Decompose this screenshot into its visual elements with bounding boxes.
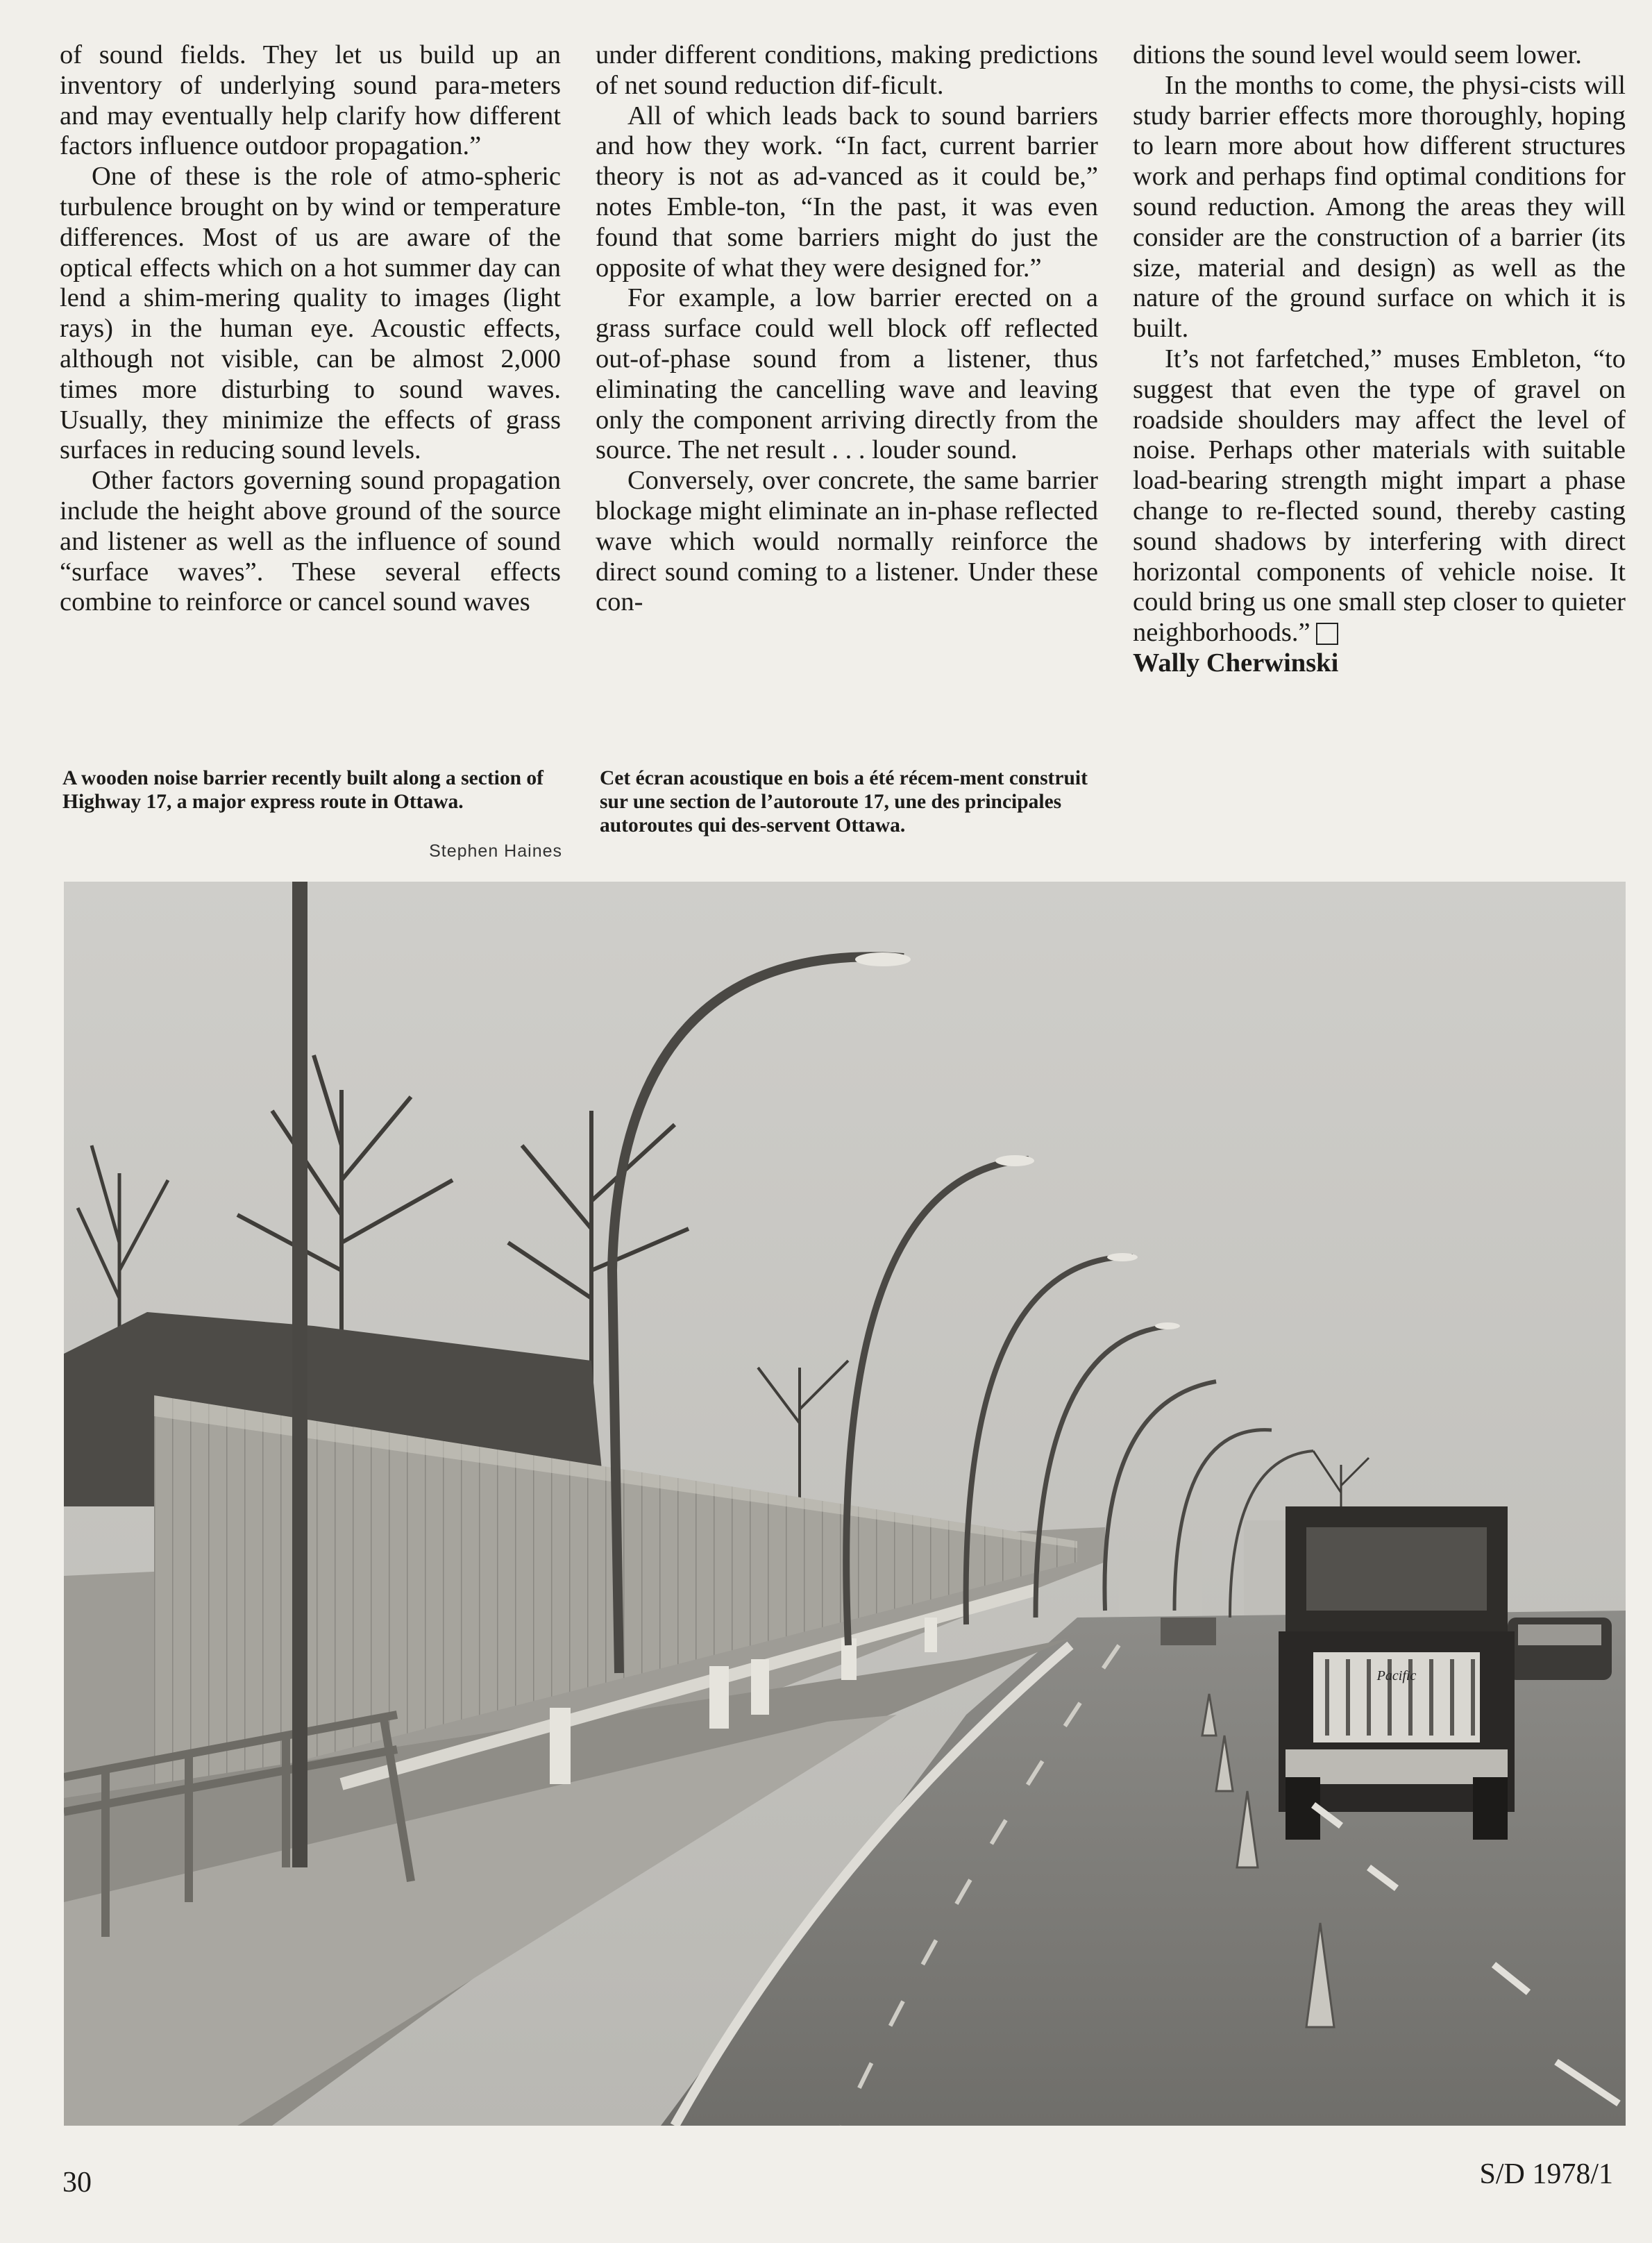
car bbox=[1508, 1618, 1612, 1680]
author-byline: Wally Cherwinski bbox=[1133, 648, 1339, 678]
article-paragraph: All of which leads back to sound barriers and how they work. “In fact, current barrier theory is not as ad-vanced as it could be,” notes Emble-ton, “In the past, it was even found that some barriers might do just the opposite of what they were designed for.” bbox=[596, 101, 1098, 283]
article-paragraph: ditions the sound level would seem lower. bbox=[1133, 40, 1582, 69]
article-paragraph: of sound fields. They let us build up an inventory of underlying sound para-meters and may eventually help clarify how different factors influence outdoor propagation.” bbox=[60, 40, 561, 161]
article-paragraph: Other factors governing sound propagation include the height above ground of the source and listener as well as the influence of sound “surface waves”. These several effects combine to reinforce or cancel sound waves bbox=[60, 466, 561, 617]
photo-credit: Stephen Haines bbox=[429, 841, 562, 861]
end-of-article-mark bbox=[1316, 623, 1338, 645]
article-column-2 bbox=[596, 40, 1098, 618]
article-paragraph: In the months to come, the physi-cists will study barrier effects more thoroughly, hoping to learn more about how different structures work and perhaps find optimal conditions for sound reduction. Among the areas they will consider are the construction of a barrier (its size, material and design) as well as the nature of the ground surface on which it is built. bbox=[1133, 70, 1626, 344]
truck bbox=[1279, 1506, 1515, 1840]
article-paragraph: For example, a low barrier erected on a grass surface could well block off reflected out-of-phase sound from a listener, thus eliminating the cancelling wave and leaving only the component arriving directly from the source. The net result . . . louder sound. bbox=[596, 283, 1098, 465]
highway-noise-barrier-photo bbox=[64, 882, 1626, 2126]
article-paragraph bbox=[1133, 344, 1626, 648]
article-paragraph: Conversely, over concrete, the same barrier blockage might eliminate an in-phase reflected wave which would normally reinforce the direct sound coming to a listener. Under these con- bbox=[596, 466, 1098, 617]
issue-label: S/D 1978/1 bbox=[1479, 2158, 1613, 2190]
photo-illustration bbox=[64, 882, 1626, 2126]
photo-caption-french: Cet écran acoustique en bois a été récem-ment construit sur une section de l’autoroute 17, une des principales autoroutes qui des-servent Ottawa. bbox=[600, 767, 1088, 837]
article-paragraph: under different conditions, making predictions of net sound reduction dif-ficult. bbox=[596, 40, 1098, 100]
distant-car bbox=[1161, 1618, 1216, 1645]
photo-caption-english: A wooden noise barrier recently built along a section of Highway 17, a major express route in Ottawa. bbox=[62, 767, 543, 813]
truck-brand-label: Pacific bbox=[1376, 1668, 1417, 1683]
article-paragraph: One of these is the role of atmo-spheric turbulence brought on by wind or temperature differences. Most of us are aware of the optical effects which on a hot summer day can lend a shim-mering quality to images (light rays) in the human eye. Acoustic effects, although not visible, can be almost 2,000 times more disturbing to sound waves. Usually, they minimize the effects of grass surfaces in reducing sound levels. bbox=[60, 162, 561, 465]
article-last-paragraph-text: It’s not farfetched,” muses Embleton, “to suggest that even the type of gravel on roadside shoulders may affect the level of noise. Perhaps other materials with suitable load-bearing strength might impart a phase change to re-flected sound, thereby casting sound shadows by interfering with direct horizontal components of vehicle noise. It could bring us one small step closer to quieter neighborhoods.” bbox=[1133, 344, 1626, 648]
page-number: 30 bbox=[62, 2167, 92, 2199]
article-column-3 bbox=[1133, 40, 1626, 679]
article-column-1 bbox=[60, 40, 561, 618]
